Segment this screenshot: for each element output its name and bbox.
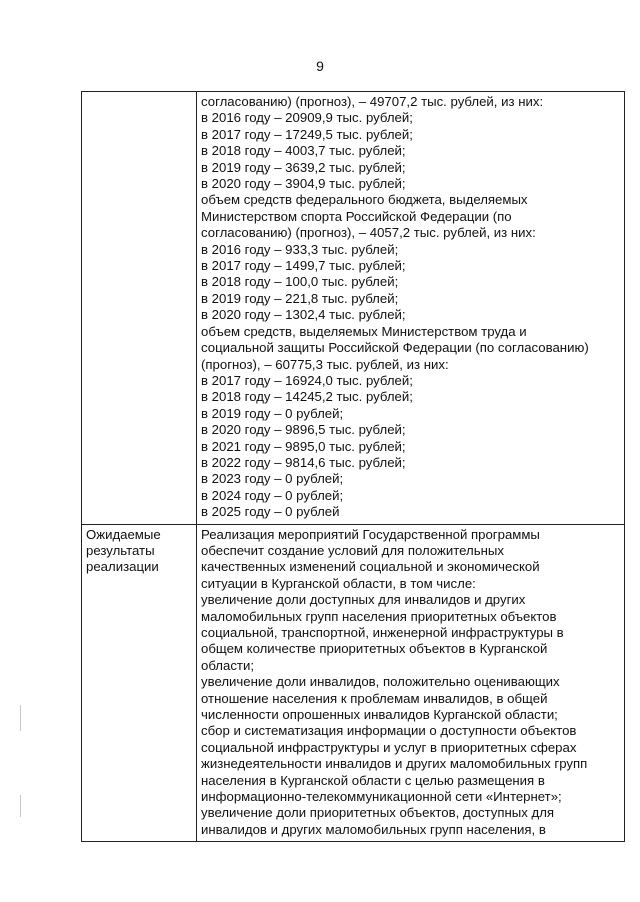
page-number: 9: [316, 58, 324, 74]
text-line: Реализация мероприятий Государственной программы: [201, 526, 540, 542]
text-line: в 2020 году – 3904,9 тыс. рублей;: [201, 176, 406, 192]
table-row-expected-results: [82, 524, 625, 842]
text-line: в 2017 году – 1499,7 тыс. рублей;: [201, 258, 406, 274]
text-line: информационно-телекоммуникационной сети «Интернет»;: [201, 789, 562, 805]
text-line: инвалидов и других маломобильных групп населения, в: [201, 821, 546, 837]
text-line: численности опрошенных инвалидов Курганской области;: [201, 707, 558, 723]
scan-margin-mark: [20, 795, 21, 817]
text-line: в 2019 году – 0 рублей;: [201, 405, 344, 421]
scan-margin-mark: [20, 705, 21, 731]
text-line: в 2018 году – 4003,7 тыс. рублей;: [201, 143, 406, 159]
text-line: увеличение доли доступных для инвалидов и других: [201, 592, 526, 608]
text-line: социальной защиты Российской Федерации (по согласованию): [201, 340, 589, 356]
program-passport-table: [81, 91, 625, 842]
text-line: маломобильных групп населения приоритетных объектов: [201, 608, 557, 624]
text-line: в 2021 году – 9895,0 тыс. рублей;: [201, 438, 406, 454]
text-line: в 2018 году – 100,0 тыс. рублей;: [201, 274, 399, 290]
text-line: Министерством спорта Российской Федерации (по: [201, 208, 512, 224]
text-line: общем количестве приоритетных объектов в Курганской: [201, 641, 548, 657]
text-line: в 2024 году – 0 рублей;: [201, 487, 344, 503]
text-line: отношение населения к проблемам инвалидов, в общей: [201, 690, 548, 706]
text-line: увеличение доли инвалидов, положительно оценивающих: [201, 674, 560, 690]
row-label-cell: [82, 524, 197, 842]
text-line: в 2020 году – 1302,4 тыс. рублей;: [201, 307, 406, 323]
text-line: в 2018 году – 14245,2 тыс. рублей;: [201, 389, 413, 405]
text-line: в 2019 году – 3639,2 тыс. рублей;: [201, 159, 406, 175]
row-label-line: результаты: [86, 542, 155, 558]
text-line: в 2023 году – 0 рублей;: [201, 471, 344, 487]
text-line: социальной инфраструктуры и услуг в приоритетных сферах: [201, 739, 577, 755]
row-text-cell: [197, 524, 625, 842]
text-line: сбор и систематизация информации о доступности объектов: [201, 723, 577, 739]
text-line: в 2017 году – 17249,5 тыс. рублей;: [201, 126, 413, 142]
text-line: объем средств, выделяемых Министерством труда и: [201, 323, 527, 339]
text-line: в 2016 году – 20909,9 тыс. рублей;: [201, 110, 413, 126]
text-line: области;: [201, 657, 254, 673]
row-label-line: реализации: [86, 559, 159, 575]
text-line: в 2025 году – 0 рублей: [201, 504, 340, 520]
text-line: в 2022 году – 9814,6 тыс. рублей;: [201, 454, 406, 470]
text-line: (прогноз), – 60775,3 тыс. рублей, из них:: [201, 356, 449, 372]
text-line: согласованию) (прогноз), – 4057,2 тыс. рублей, из них:: [201, 225, 536, 241]
text-line: согласованию) (прогноз), – 49707,2 тыс. рублей, из них:: [201, 94, 544, 109]
text-line: обеспечит создание условий для положительных: [201, 542, 504, 558]
text-line: социальной, транспортной, инженерной инфраструктуры в: [201, 625, 564, 640]
row-text-cell: [197, 92, 625, 525]
text-line: жизнедеятельности инвалидов и других маломобильных групп: [201, 756, 588, 772]
text-line: в 2020 году – 9896,5 тыс. рублей;: [201, 422, 406, 438]
text-line: качественных изменений социальной и экономической: [201, 559, 540, 575]
text-line: увеличение доли приоритетных объектов, доступных для: [201, 805, 555, 821]
row-label-line: Ожидаемые: [86, 526, 161, 542]
text-line: в 2016 году – 933,3 тыс. рублей;: [201, 241, 399, 257]
text-line: населения в Курганской области с целью размещения в: [201, 772, 545, 788]
text-line: в 2019 году – 221,8 тыс. рублей;: [201, 290, 399, 306]
row-label-cell: [82, 92, 197, 525]
text-line: ситуации в Курганской области, в том числе:: [201, 575, 476, 591]
table-row-funding: [82, 92, 625, 525]
text-line: объем средств федерального бюджета, выделяемых: [201, 192, 528, 208]
text-line: в 2017 году – 16924,0 тыс. рублей;: [201, 372, 413, 388]
